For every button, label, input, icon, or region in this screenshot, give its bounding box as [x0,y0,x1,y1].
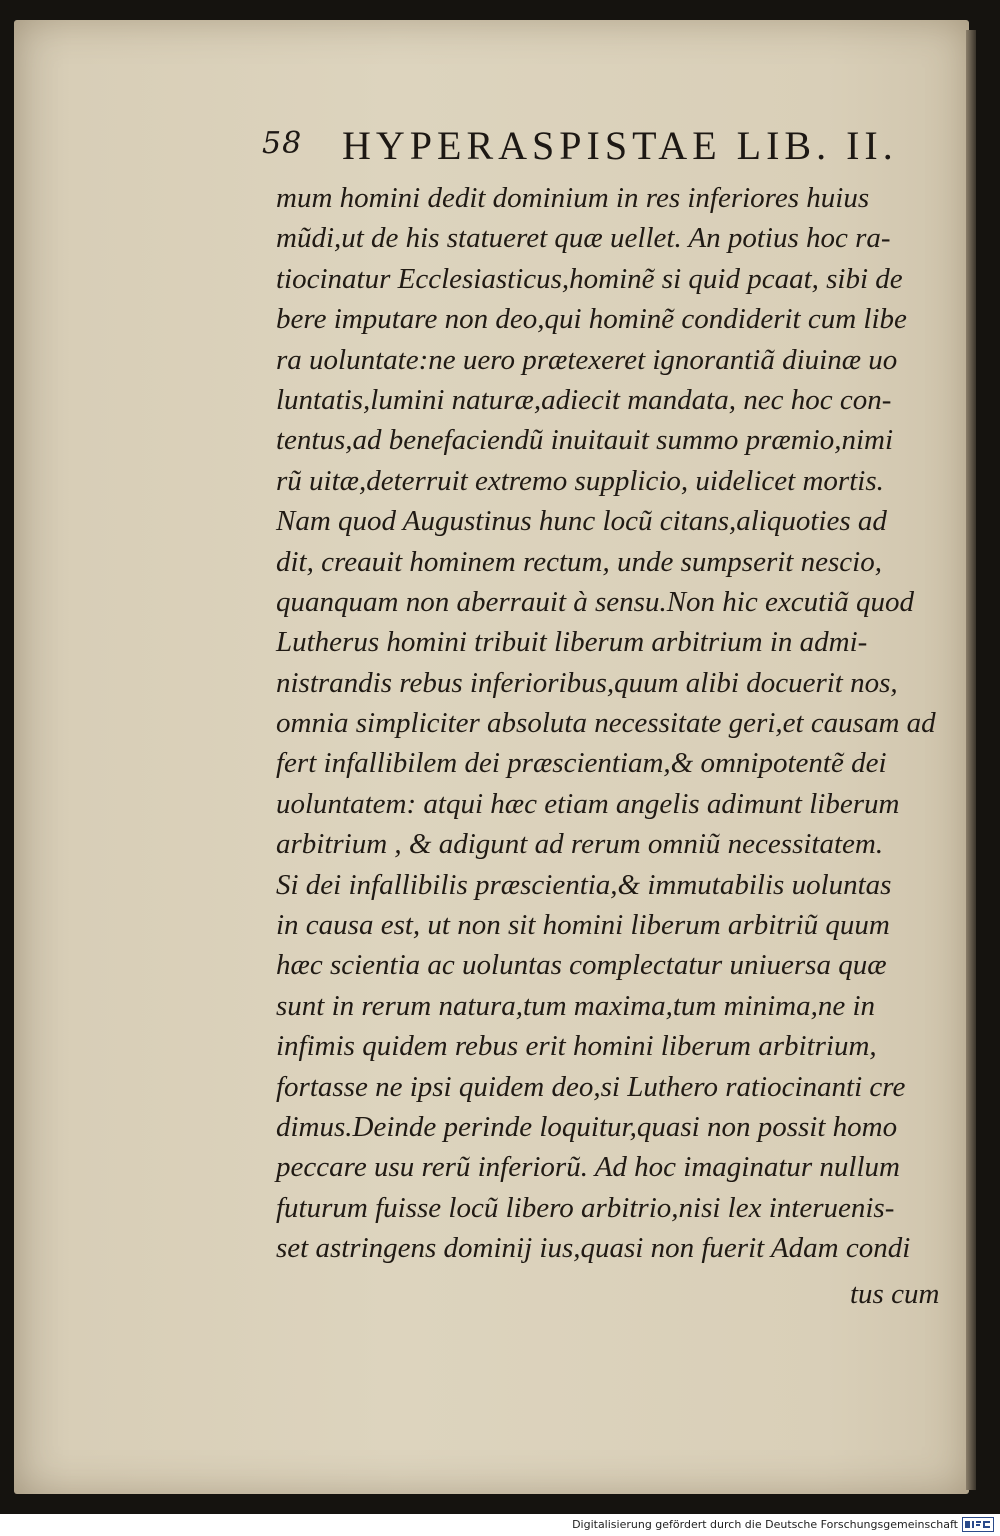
footer-credit: Digitalisierung gefördert durch die Deutsche Forschungsgemeinschaft [572,1518,958,1531]
text-line: Nam quod Augustinus hunc locũ citans,aliquoties ad [276,505,887,538]
text-line: fert infallibilem dei præscientiam,& omnipotentẽ dei [276,747,887,780]
text-line: Si dei infallibilis præscientia,& immutabilis uoluntas [276,868,892,901]
footer-bar [0,1514,1000,1536]
catchword: tus cum [850,1278,940,1310]
text-line: ra uoluntate:ne uero prætexeret ignorantiã diuinæ uo [276,343,898,376]
text-line: fortasse ne ipsi quidem deo,si Luthero ratiocinanti cre [276,1070,906,1103]
text-line: rũ uitæ,deterruit extremo supplicio, uidelicet mortis. [276,464,884,497]
text-line: omnia simpliciter absoluta necessitate geri,et causam ad [276,707,936,740]
text-line: infimis quidem rebus erit homini liberum arbitrium, [276,1030,877,1063]
running-head [262,118,898,178]
text-line: set astringens dominij ius,quasi non fuerit Adam condi [276,1232,911,1265]
text-line: uoluntatem: atqui hæc etiam angelis adimunt liberum [276,787,900,820]
text-line: luntatis,lumini naturæ,adiecit mandata, nec hoc con- [276,383,892,416]
text-line: Lutherus homini tribuit liberum arbitrium in admi- [276,626,868,659]
text-line: dimus.Deinde perinde loquitur,quasi non possit homo [276,1110,898,1143]
page-number: 58 [262,126,303,161]
text-line: peccare usu rerũ inferiorũ. Ad hoc imaginatur nullum [276,1151,900,1184]
page-edge [966,30,976,1490]
text-line: tentus,ad benefaciendũ inuitauit summo præmio,nimi [276,424,894,457]
text-line: tiocinatur Ecclesiasticus,hominẽ si quid pcaat, sibi de [276,262,903,295]
text-line: quanquam non aberrauit à sensu.Non hic excutiã quod [276,585,914,618]
text-line: sunt in rerum natura,tum maxima,tum minima,ne in [276,989,876,1022]
text-line: in causa est, ut non sit homini liberum arbitriũ quum [276,909,890,942]
text-line: bere imputare non deo,qui hominẽ condiderit cum libe [276,303,907,336]
text-line: mum homini dedit dominium in res inferiores huius [276,182,870,214]
running-title: HYPERASPISTAE LIB. II. [342,123,898,168]
text-line: futurum fuisse locũ libero arbitrio,nisi lex interuenis- [276,1191,895,1224]
body-text [276,178,956,1269]
text-line: nistrandis rebus inferioribus,quum alibi docuerit nos, [276,666,898,699]
text-line: hæc scientia ac uoluntas complectatur uniuersa quæ [276,949,887,982]
text-line: mũdi,ut de his statueret quæ uellet. An potius hoc ra- [276,222,891,255]
dfg-logo-icon [962,1517,994,1532]
text-line: arbitrium , & adigunt ad rerum omniũ necessitatem. [276,828,884,861]
text-line: dit, creauit hominem rectum, unde sumpserit nescio, [276,545,882,578]
